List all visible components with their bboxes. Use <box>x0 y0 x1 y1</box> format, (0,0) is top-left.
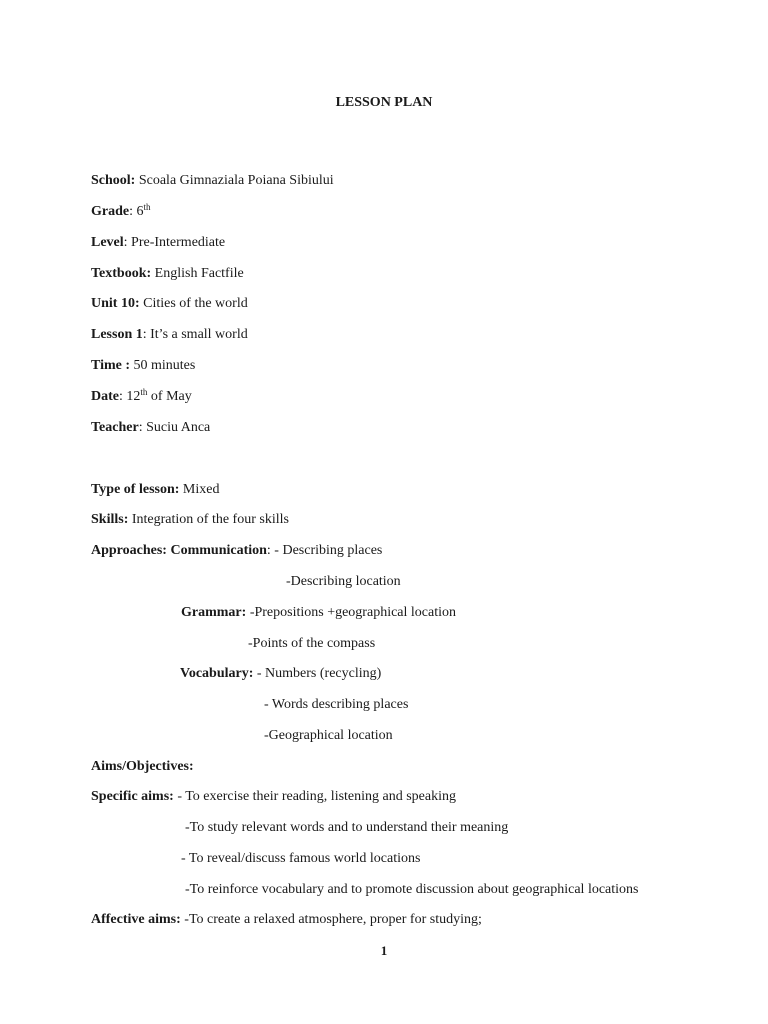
lesson-label: Lesson 1 <box>91 327 143 342</box>
grade-line <box>91 203 151 221</box>
grammar-item: -Points of the compass <box>248 636 376 651</box>
communication-item: -Describing location <box>286 574 401 589</box>
vocabulary-item: - Numbers (recycling) <box>253 666 382 681</box>
grammar-item: -Prepositions +geographical location <box>246 605 456 620</box>
school-label: School: <box>91 173 136 188</box>
communication-item: : - Describing places <box>266 543 383 558</box>
grade-suffix: th <box>143 202 151 212</box>
teacher-value: : Suciu Anca <box>138 420 211 435</box>
date-label: Date <box>91 389 119 404</box>
specific-aim-item: -To study relevant words and to understand their meaning <box>185 820 509 835</box>
textbook-line <box>91 265 244 283</box>
lesson-type-line <box>91 481 219 499</box>
date-value: : 12 <box>119 389 141 404</box>
page-number: 1 <box>380 943 388 958</box>
time-label: Time : <box>91 358 131 373</box>
date-line <box>91 388 192 406</box>
teacher-line <box>91 419 210 437</box>
communication-label: Communication <box>170 543 267 558</box>
vocabulary-item: -Geographical location <box>264 728 393 743</box>
specific-aim-item: - To reveal/discuss famous world locations <box>181 851 421 866</box>
time-value: 50 minutes <box>130 358 196 373</box>
lesson-value: : It’s a small world <box>142 327 248 342</box>
aims-heading <box>91 758 194 776</box>
vocabulary-line <box>180 665 381 683</box>
skills-line <box>91 511 289 529</box>
level-value: : Pre-Intermediate <box>123 235 226 250</box>
specific-aims-line <box>91 788 456 806</box>
level-label: Level <box>91 235 124 250</box>
aims-label: Aims/Objectives: <box>91 759 194 774</box>
affective-aims-value: -To create a relaxed atmosphere, proper for studying; <box>180 912 482 927</box>
affective-aims-line <box>91 911 482 929</box>
approaches-line <box>91 542 382 560</box>
lesson-type-label: Type of lesson: <box>91 482 180 497</box>
unit-value: Cities of the world <box>139 296 248 311</box>
date-month: of May <box>147 389 192 404</box>
approaches-label: Approaches: <box>91 543 167 558</box>
vocabulary-label: Vocabulary: <box>180 666 254 681</box>
vocabulary-item: - Words describing places <box>264 697 409 712</box>
specific-aim-item: - To exercise their reading, listening and speaking <box>173 789 457 804</box>
teacher-label: Teacher <box>91 420 139 435</box>
specific-aim-item: -To reinforce vocabulary and to promote discussion about geographical locations <box>185 882 639 897</box>
date-suffix: th <box>140 387 148 397</box>
textbook-label: Textbook: <box>91 266 152 281</box>
unit-line <box>91 295 248 313</box>
time-line <box>91 357 195 375</box>
page-title: LESSON PLAN <box>335 95 433 110</box>
lesson-line <box>91 326 248 344</box>
lesson-type-value: Mixed <box>179 482 220 497</box>
grammar-label: Grammar: <box>181 605 247 620</box>
grammar-line <box>181 604 456 622</box>
unit-label: Unit 10: <box>91 296 140 311</box>
specific-aims-label: Specific aims: <box>91 789 174 804</box>
skills-value: Integration of the four skills <box>128 512 289 527</box>
skills-label: Skills: <box>91 512 129 527</box>
grade-label: Grade <box>91 204 130 219</box>
textbook-value: English Factfile <box>151 266 244 281</box>
grade-value: : 6 <box>129 204 144 219</box>
level-line <box>91 234 225 252</box>
school-line <box>91 172 334 190</box>
affective-aims-label: Affective aims: <box>91 912 181 927</box>
school-value: Scoala Gimnaziala Poiana Sibiului <box>135 173 334 188</box>
